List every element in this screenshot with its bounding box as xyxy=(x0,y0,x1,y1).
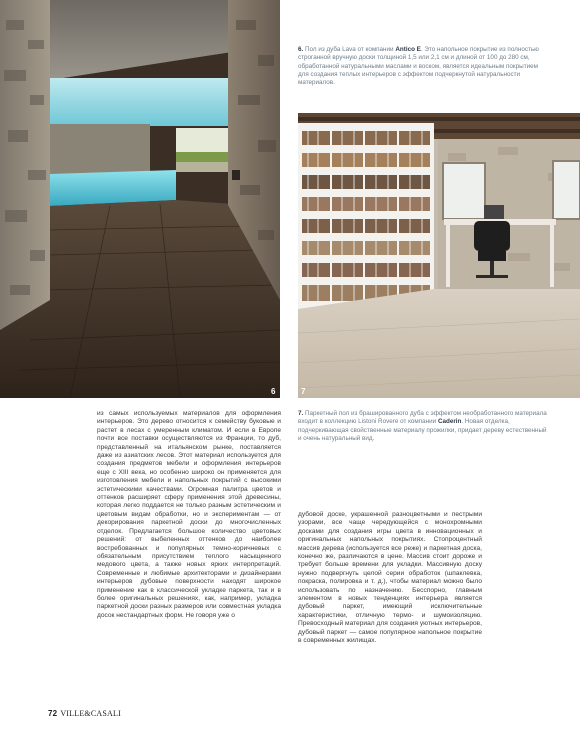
caption-figure-7 xyxy=(298,410,548,443)
photo-pool-corridor xyxy=(0,0,280,398)
figure-number-7: 7 xyxy=(301,387,306,396)
body-column-right xyxy=(298,511,482,646)
caption-figure-6 xyxy=(298,46,548,87)
caption-7-brand: Caderin xyxy=(437,418,462,426)
caption-7-text-after: . Новая отделка, подчеркивающая свойственные материалу прожилки, придает дереву естественный и очень натуральный вид. xyxy=(298,418,547,442)
caption-7-number: 7. xyxy=(298,410,304,417)
page-number: 72 xyxy=(48,709,58,718)
caption-6-text-before: Пол из дуба Lava от компании xyxy=(303,46,396,53)
caption-6-brand: Antico E xyxy=(395,46,421,53)
photo-library-room xyxy=(298,113,580,398)
caption-6-text-after: . Это напольное покрытие из полностью строганной вручную доски толщиной 1,5 или 2,1 см и длиной от 100 до 280 см, обработанной натуральными маслами и воском, является идеальным покрытием для создания теплых интерьеров с эффектом подчеркнутой натуральности материалов. xyxy=(298,46,539,87)
caption-6-number: 6. xyxy=(298,46,304,53)
body-right-paragraph: дубовой доске, украшенной разноцветными и пестрыми узорами, все чаще чередующейся с монохромными досками для создания игры цвета в инновационных и оригинальных напольных покрытиях. Стопроцентный массив дерева (используется все реже) и паркетная доска, конечно же, различаются в цене. Массив стоит дороже и требует больше времени для укладки. Массивную доску нужно подвергнуть целой серии обработок (шпаклевка, покраска, полировка и т. д.), чтобы материал можно было использовать по назначению. Бесспорно, главным элементом в новых тенденциях интерьера является дубовый паркет, имеющий исключительные характеристики, отличную термо- и шумоизоляцию. Превосходный материал для создания уютных интерьеров, дубовый паркет — самое популярное напольное покрытие в современных жилищах. xyxy=(298,511,482,645)
body-column-left xyxy=(97,410,281,620)
caption-7-text-before: Паркетный пол из брашированного дуба с эффектом необработанного материала входит в коллекцию Listoni Rovere от компании xyxy=(298,410,547,426)
body-left-paragraph: из самых используемых материалов для оформления интерьеров. Это дерево относится к семейству буковые и растет в лесах с умеренным климатом. И если в Европе почти все поставки осуществляются из Франции, то дуб, представленный на итальянском рынке, поставляется даже из азиатских лесов. Этот материал используется для создания предметов мебели и оформления интерьеров еще с XIII века, но особенно широко он применяется для изготовления мебели и напольных покрытий с высокими эстетическими качествами. Огромная палитра цветов и оттенков расширяет сферу применения этой древесины, которая легко поддается не только разным эстетическим и цветовым видам обработки, но и экспериментам — от декорирования паркетной доски до многочисленных отделок. Предлагается большое количество цветовых решений: от выбеленных оттенков до наиболее востребованных и популярных темно-коричневых с обязательным присутствием теплого насыщенного медового цвета, а также новых ярких интерпретаций. Современные и любимые архитекторами и дизайнерами интерьеров дубовые поверхности находят широкое применение как в классической укладке паркета, так и в более оригинальных решениях, как, например, укладка паркетной доски разных размеров или совместная укладка досок нестандартных форм. Не говоря уже о xyxy=(97,410,281,619)
page-footer xyxy=(48,709,121,718)
figure-number-6: 6 xyxy=(271,387,276,396)
magazine-name: VILLE&CASALI xyxy=(60,709,121,718)
